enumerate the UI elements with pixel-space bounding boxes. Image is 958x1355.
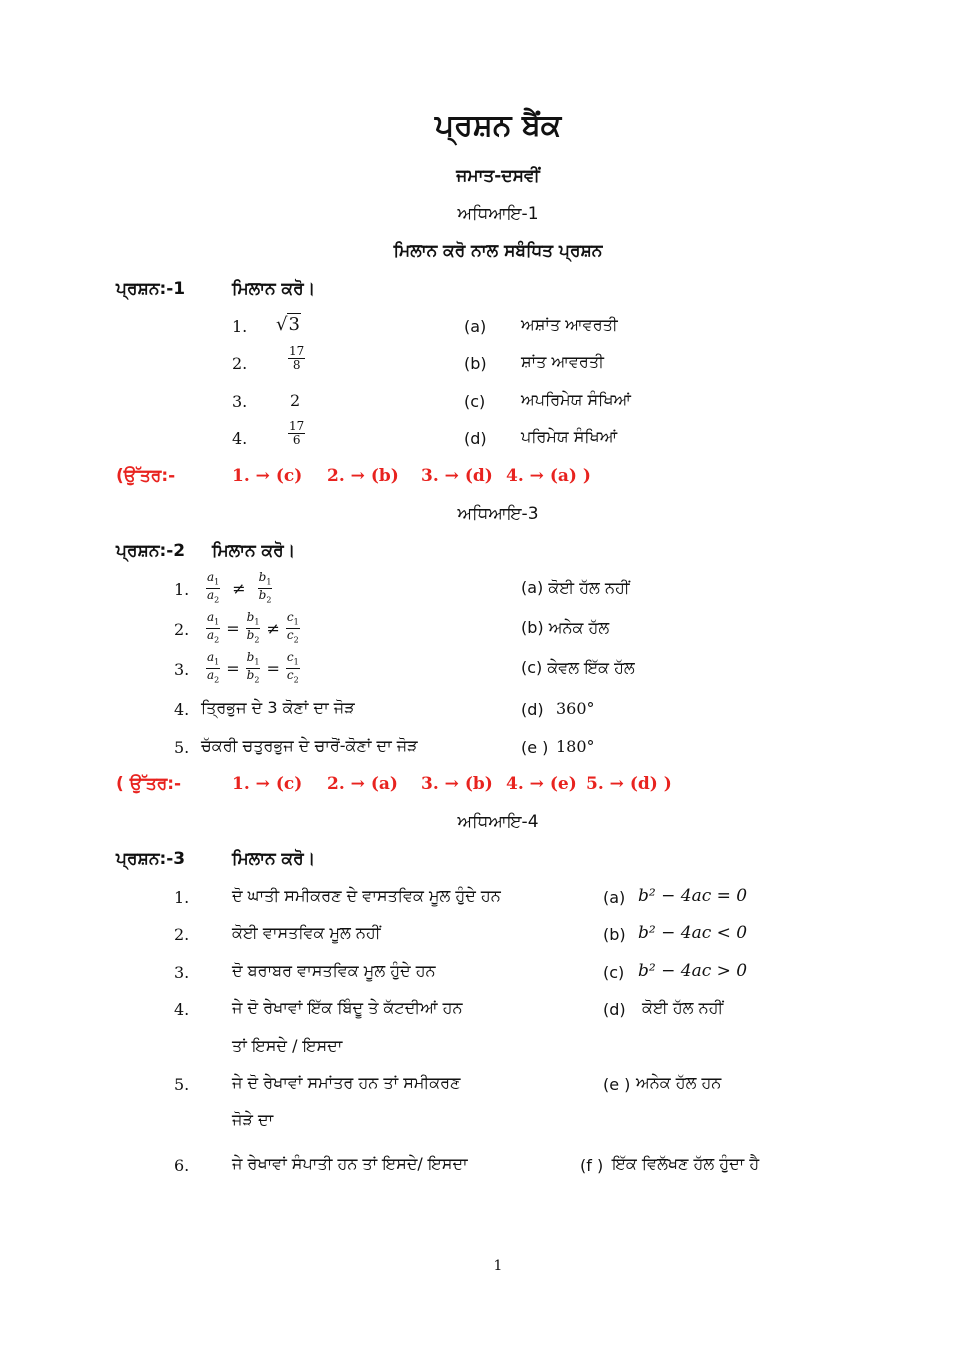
option-key: (d) — [603, 1000, 626, 1019]
numerator: 17 — [289, 344, 305, 358]
item-number: 5. — [174, 738, 190, 757]
chapter-heading: ਅਧਿਆਇ-3 — [457, 504, 539, 524]
question-prompt: ਮਿਲਾਨ ਕਰੋ। — [232, 849, 316, 869]
option-label: ਅਨੇਕ ਹੱਲ — [548, 618, 610, 637]
option-text — [521, 578, 630, 598]
item-number: 1. — [174, 580, 190, 599]
page-title: ਪ੍ਰਸ਼ਨ ਬੈਂਕ — [434, 108, 562, 143]
item-number: 2. — [174, 620, 190, 639]
answer-item: 4. → (a) ) — [506, 466, 591, 486]
answer-label: ( ਉੱਤਰ:- — [116, 774, 182, 794]
chapter-heading: ਅਧਿਆਇ-4 — [457, 812, 539, 832]
option-expression: b² − 4ac = 0 — [638, 886, 748, 906]
topic-heading: ਮਿਲਾਨ ਕਰੋ ਨਾਲ ਸਬੰਧਿਤ ਪ੍ਰਸ਼ਨ — [393, 241, 603, 261]
item-text: ਚੱਕਰੀ ਚਤੁਰਭੁਜ ਦੇ ਚਾਰੋਂ-ਕੋਣਾਂ ਦਾ ਜੋੜ — [201, 736, 418, 755]
option-text — [521, 658, 635, 678]
option-text: ਅਨੇਕ ਹੱਲ ਹਨ — [636, 1073, 722, 1092]
option-key: (c) — [464, 392, 486, 411]
answer-item: 5. → (d) ) — [586, 774, 672, 794]
option-text: ਪਰਿਮੇਯ ਸੰਖਿਆਂ — [521, 427, 618, 446]
fraction — [288, 420, 305, 447]
page-number: 1 — [493, 1258, 503, 1274]
answer-item: 2. → (a) — [327, 774, 398, 794]
item-number: 2. — [232, 354, 248, 373]
item-number: 1. — [232, 317, 248, 336]
item-number: 3. — [232, 392, 248, 411]
answer-item: 2. → (b) — [327, 466, 399, 486]
question-label: ਪ੍ਰਸ਼ਨ:-1 — [116, 279, 186, 299]
item-value: 2 — [290, 391, 301, 410]
option-label: ਕੋਈ ਹੱਲ ਨਹੀਂ — [548, 578, 630, 597]
option-key: (a) — [521, 578, 544, 597]
numerator: 17 — [289, 419, 305, 433]
item-number: 3. — [174, 963, 190, 982]
option-key: (b) — [603, 925, 626, 944]
option-text: ਇੱਕ ਵਿਲੱਖਣ ਹੱਲ ਹੁੰਦਾ ਹੈ — [612, 1154, 760, 1173]
item-text-continued: ਤਾਂ ਇਸਦੇ / ਇਸਦਾ — [232, 1036, 343, 1055]
option-key: (f ) — [580, 1156, 604, 1175]
option-expression: b² − 4ac < 0 — [638, 923, 748, 943]
item-text: ਤ੍ਰਿਭੁਜ ਦੇ 3 ਕੋਣਾਂ ਦਾ ਜੋੜ — [201, 698, 355, 717]
item-number: 4. — [174, 700, 190, 719]
option-value: 180° — [556, 737, 595, 756]
option-key: (c) — [603, 963, 625, 982]
item-number: 2. — [174, 925, 190, 944]
option-key: (b) — [521, 618, 544, 637]
item-number: 4. — [174, 1000, 190, 1019]
option-key: (a) — [464, 317, 487, 336]
answer-item: 3. → (d) — [421, 466, 493, 486]
item-text: ਜੇ ਰੇਖਾਵਾਂ ਸੰਪਾਤੀ ਹਨ ਤਾਂ ਇਸਦੇ/ ਇਸਦਾ — [232, 1154, 468, 1173]
option-key: (c) — [521, 658, 543, 677]
item-number: 5. — [174, 1075, 190, 1094]
question-label: ਪ੍ਰਸ਼ਨ:-3 — [116, 849, 186, 869]
option-key: (e ) — [521, 738, 549, 757]
answer-item: 1. → (c) — [232, 774, 303, 794]
item-number: 6. — [174, 1156, 190, 1175]
option-text: ਅਪਰਿਮੇਯ ਸੰਖਿਆਂ — [521, 390, 631, 409]
answer-item: 4. → (e) — [506, 774, 577, 794]
item-number: 3. — [174, 660, 190, 679]
denominator: 6 — [292, 433, 301, 447]
item-text: ਦੋ ਬਰਾਬਰ ਵਾਸਤਵਿਕ ਮੂਲ ਹੁੰਦੇ ਹਨ — [232, 961, 436, 980]
option-text: ਕੋਈ ਹੱਲ ਨਹੀਂ — [642, 998, 724, 1017]
item-number: 4. — [232, 429, 248, 448]
fraction — [288, 345, 305, 372]
item-text: ਜੇ ਦੋ ਰੇਖਾਵਾਂ ਸਮਾਂਤਰ ਹਨ ਤਾਂ ਸਮੀਕਰਣ — [232, 1073, 461, 1092]
sqrt-expression: √3 — [276, 314, 300, 335]
item-text-continued: ਜੋੜੇ ਦਾ — [232, 1110, 274, 1129]
item-text: ਜੇ ਦੋ ਰੇਖਾਵਾਂ ਇੱਕ ਬਿੰਦੂ ਤੇ ਕੱਟਦੀਆਂ ਹਨ — [232, 998, 463, 1017]
ratio-expression: $\frac{a_1}{a_2}$ = $\frac{b_1}{b_2}$ = $\frac{c_1}{c_2}$ — [207, 650, 299, 685]
option-key: (e ) — [603, 1075, 631, 1094]
item-number: 1. — [174, 888, 190, 907]
option-key: (d) — [464, 429, 487, 448]
option-label: ਕੇਵਲ ਇੱਕ ਹੱਲ — [547, 658, 635, 677]
option-text: ਅਸ਼ਾਂਤ ਆਵਰਤੀ — [521, 315, 618, 334]
option-expression: b² − 4ac > 0 — [638, 961, 748, 981]
item-text: ਦੋ ਘਾਤੀ ਸਮੀਕਰਣ ਦੇ ਵਾਸਤਵਿਕ ਮੂਲ ਹੁੰਦੇ ਹਨ — [232, 886, 501, 905]
option-key: (a) — [603, 888, 626, 907]
answer-item: 1. → (c) — [232, 466, 303, 486]
answer-item: 3. → (b) — [421, 774, 493, 794]
ratio-expression: $\frac{a_1}{a_2}$ ≠ $\frac{b_1}{b_2}$ — [207, 570, 272, 605]
denominator: 8 — [292, 358, 301, 372]
item-text: ਕੋਈ ਵਾਸਤਵਿਕ ਮੂਲ ਨਹੀਂ — [232, 923, 381, 942]
chapter-heading: ਅਧਿਆਇ-1 — [457, 204, 539, 224]
option-key: (b) — [464, 354, 487, 373]
question-label: ਪ੍ਰਸ਼ਨ:-2 — [116, 541, 186, 561]
question-prompt: ਮਿਲਾਨ ਕਰੋ। — [232, 279, 316, 299]
option-value: 360° — [556, 699, 595, 718]
ratio-expression: $\frac{a_1}{a_2}$ = $\frac{b_1}{b_2}$ ≠ $\frac{c_1}{c_2}$ — [207, 610, 299, 645]
option-text: ਸ਼ਾਂਤ ਆਵਰਤੀ — [521, 352, 604, 371]
option-key: (d) — [521, 700, 544, 719]
question-prompt: ਮਿਲਾਨ ਕਰੋ। — [212, 541, 296, 561]
answer-label: (ਉੱਤਰ:- — [116, 466, 176, 486]
class-heading: ਜਮਾਤ-ਦਸਵੀਂ — [456, 166, 540, 186]
option-text — [521, 618, 609, 638]
